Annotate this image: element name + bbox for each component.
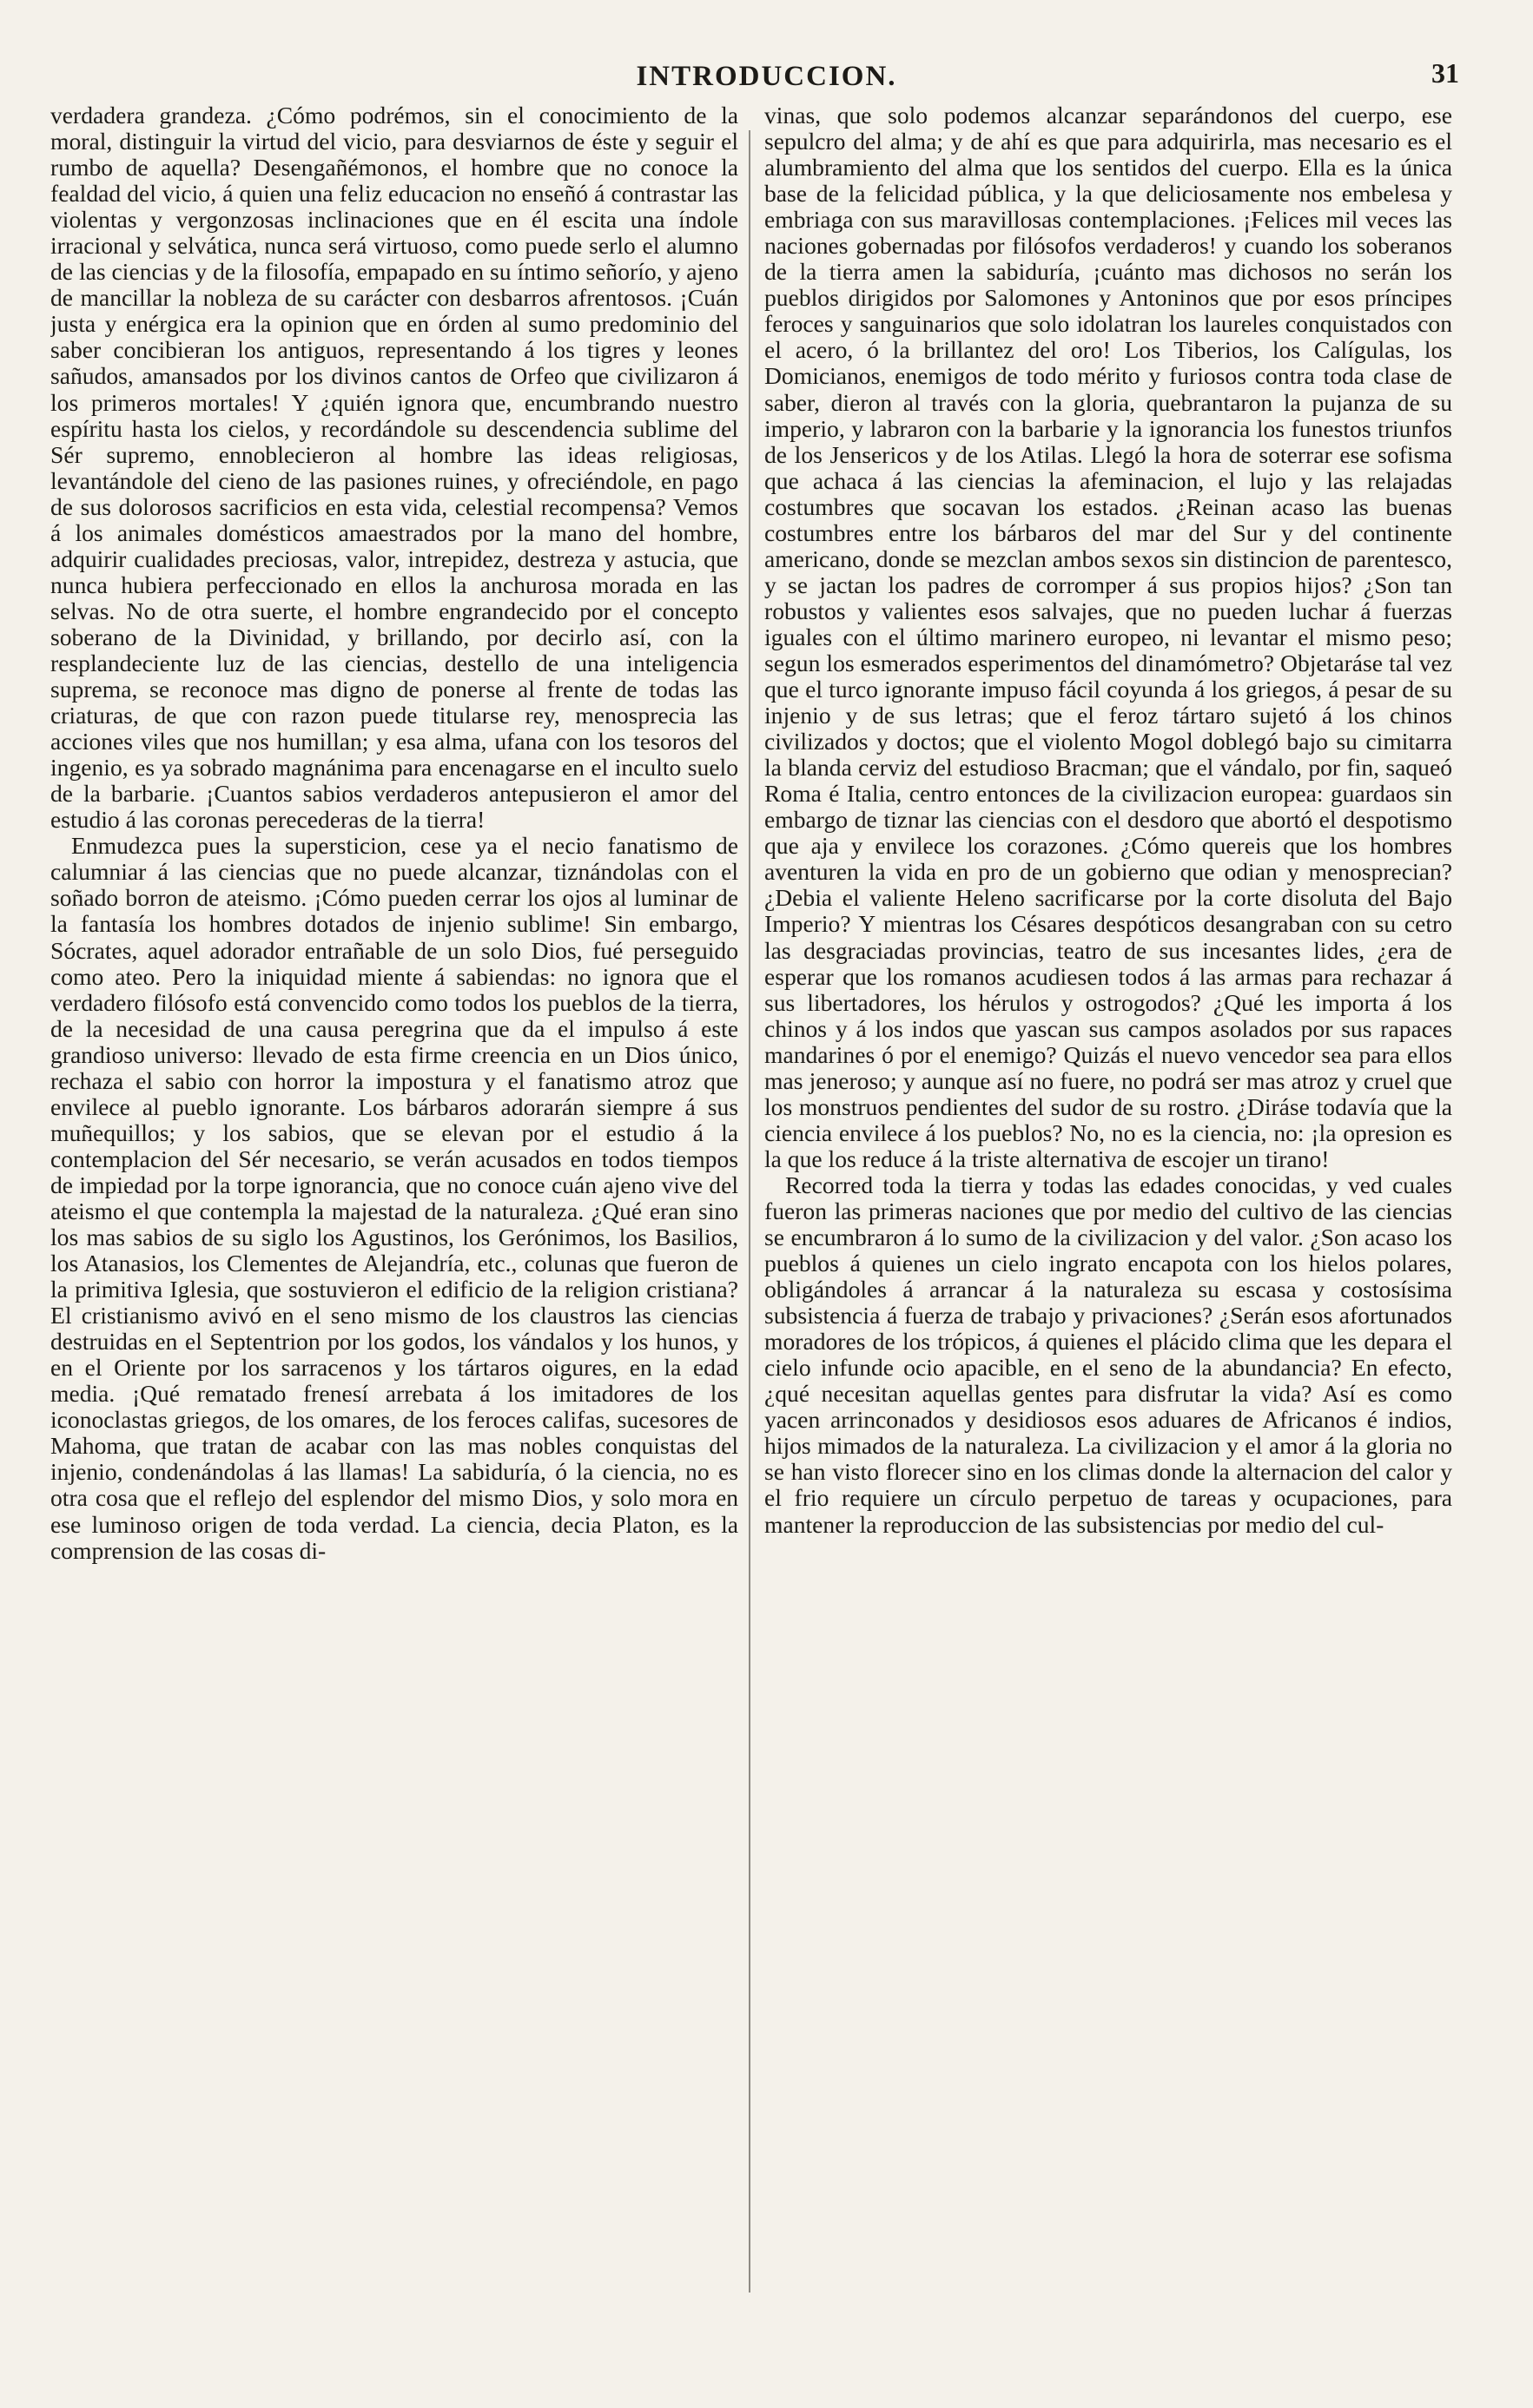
column-divider	[749, 130, 750, 2293]
right-column	[764, 102, 1452, 2378]
paragraph: vinas, que solo podemos alcanzar separándonos del cuerpo, ese sepulcro del alma; y de ahí es que para adquirirla, mas necesario es el alumbramiento del alma que los sentidos del cuerpo. Ella es la única base de la felicidad pública, y la que deliciosamente nos embelesa y embriaga con sus maravillosas contemplaciones. ¡Felices mil veces las naciones gobernadas por filósofos verdaderos! y cuando los soberanos de la tierra amen la sabiduría, ¡cuánto mas dichosos no serán los pueblos dirigidos por Salomones y Antoninos que por esos príncipes feroces y sanguinarios que solo idolatran los laureles conquistados con el acero, ó la brillantez del oro! Los Tiberios, los Calígulas, los Domicianos, enemigos de todo mérito y furiosos contra toda clase de saber, dieron al través con la gloria, quebrantaron la pujanza de su imperio, y labraron con la barbarie y la ignorancia los funestos triunfos de los Jensericos y de los Atilas. Llegó la hora de soterrar ese sofisma que achaca á las ciencias la afeminacion, el lujo y las relajadas costumbres que socavan los estados. ¿Reinan acaso las buenas costumbres entre los bárbaros del mar del Sur y del continente americano, donde se mezclan ambos sexos sin distincion de parentesco, y se jactan los padres de corromper á sus propios hijos? ¿Son tan robustos y valientes esos salvajes, que no pueden luchar á fuerzas iguales con el último marinero europeo, ni levantar el mismo peso; segun los esmerados esperimentos del dinamómetro? Objetaráse tal vez que el turco ignorante impuso fácil coyunda á los griegos, á pesar de su injenio y de sus letras; que el feroz tártaro sujetó á los chinos civilizados y doctos; que el violento Mogol doblegó bajo su cimitarra la blanda cerviz del estudioso Bracman; que el vándalo, por fin, saqueó Roma é Italia, centro entonces de la civilizacion europea: guardaos sin embargo de tiznar las ciencias con el desdoro que abortó el despotismo que aja y envilece los corazones. ¿Cómo quereis que los hombres aventuren la vida en pro de un gobierno que odian y menosprecian? ¿Debia el valiente Heleno sacrificarse por la corte disoluta del Bajo Imperio? Y mientras los Césares despóticos desangraban con su cetro las desgraciadas provincias, teatro de sus incesantes lides, ¿era de esperar que los romanos acudiesen todos á las armas para rechazar á sus libertadores, los hérulos y ostrogodos? ¿Qué les importa á los chinos y á los indos que yascan sus campos asolados por sus rapaces mandarines ó por el enemigo? Quizás el nuevo vencedor sea para ellos mas jeneroso; y aunque así no fuere, no podrá ser mas atroz y cruel que los monstruos pendientes del sudor de su rostro. ¿Diráse todavía que la ciencia envilece á los pueblos? No, no es la ciencia, no: ¡la opresion es la que los reduce á la triste alternativa de escojer un tirano!	[764, 102, 1452, 1172]
left-column	[50, 102, 738, 2378]
paragraph: Enmudezca pues la supersticion, cese ya el necio fanatismo de calumniar á las ciencias que no puede alcanzar, tiznándolas con el soñado borron de ateismo. ¡Cómo pueden cerrar los ojos al luminar de la fantasía los hombres dotados de injenio sublime! Sin embargo, Sócrates, aquel adorador entrañable de un solo Dios, fué perseguido como ateo. Pero la iniquidad miente á sabiendas: no ignora que el verdadero filósofo está convencido como todos los pueblos de la tierra, de la necesidad de una causa peregrina que da el impulso á este grandioso universo: llevado de esta firme creencia en un Dios único, rechaza el sabio con horror la impostura y el fanatismo atroz que envilece al pueblo ignorante. Los bárbaros adorarán siempre á sus muñequillos; y los sabios, que se elevan por el estudio á la contemplacion del Sér necesario, se verán acusados en todos tiempos de impiedad por la torpe ignorancia, que no conoce cuán ajeno vive del ateismo el que contempla la majestad de la naturaleza. ¿Qué eran sino los mas sabios de su siglo los Agustinos, los Gerónimos, los Basilios, los Atanasios, los Clementes de Alejandría, etc., colunas que fueron de la primitiva Iglesia, que sostuvieron el edificio de la religion cristiana? El cristianismo avivó en el seno mismo de los claustros las ciencias destruidas en el Septentrion por los godos, los vándalos y los hunos, y en el Oriente por los sarracenos y los tártaros oigures, en la edad media. ¡Qué rematado frenesí arrebata á los imitadores de los iconoclastas griegos, de los omares, de los feroces califas, sucesores de Mahoma, que tratan de acabar con las mas nobles conquistas del injenio, condenándolas á las llamas! La sabiduría, ó la ciencia, no es otra cosa que el reflejo del esplendor del mismo Dios, y solo mora en ese luminoso origen de toda verdad. La ciencia, decia Platon, es la comprension de las cosas di-	[50, 832, 738, 1564]
page-number: 31	[1431, 57, 1459, 89]
page-header	[0, 57, 1533, 101]
paragraph: verdadera grandeza. ¿Cómo podrémos, sin el conocimiento de la moral, distinguir la virtud del vicio, para desviarnos de éste y seguir el rumbo de aquella? Desengañémonos, el hombre que no conoce la fealdad del vicio, á quien una feliz educacion no enseñó á contrastar las violentas y vergonzosas inclinaciones que en él escita una índole irracional y selvática, nunca será virtuoso, como puede serlo el alumno de las ciencias y de la filosofía, empapado en su íntimo señorío, y ajeno de mancillar la nobleza de su carácter con desbarros afrentosos. ¡Cuán justa y enérgica era la opinion que en órden al sumo predominio del saber concibieran los antiguos, representando á los tigres y leones sañudos, amansados por los divinos cantos de Orfeo que civilizaron á los primeros mortales! Y ¿quién ignora que, encumbrando nuestro espíritu hasta los cielos, y recordándole su descendencia sublime del Sér supremo, ennoblecieron al hombre las ideas religiosas, levantándole del cieno de las pasiones ruines, y ofreciéndole, en pago de sus dolorosos sacrificios en esta vida, celestial recompensa? Vemos á los animales domésticos amaestrados por la mano del hombre, adquirir cualidades preciosas, valor, intrepidez, destreza y astucia, que nunca hubiera perfeccionado en ellos la anchurosa morada en las selvas. No de otra suerte, el hombre engrandecido por el concepto soberano de la Divinidad, y brillando, por decirlo así, con la resplandeciente luz de las ciencias, destello de una inteligencia suprema, se reconoce mas digno de ponerse al frente de todas las criaturas, de que con razon puede titularse rey, menosprecia las acciones viles que nos humillan; y esa alma, ufana con los tesoros del ingenio, es ya sobrado magnánima para encenagarse en el inculto suelo de la barbarie. ¡Cuantos sabios verdaderos antepusieron el amor del estudio á las coronas perecederas de la tierra!	[50, 102, 738, 834]
running-title: INTRODUCCION.	[636, 61, 897, 92]
paragraph: Recorred toda la tierra y todas las edades conocidas, y ved cuales fueron las primeras naciones que por medio del cultivo de las ciencias se encumbraron á lo sumo de la civilizacion y del valor. ¿Son acaso los pueblos á quienes un cielo ingrato encapota con los hielos polares, obligándoles á arrancar á la naturaleza su escasa y costosísima subsistencia á fuerza de trabajo y privaciones? ¿Serán esos afortunados moradores de los trópicos, á quienes el plácido clima que les depara el cielo infunde ocio apacible, en el seno de la abundancia? En efecto, ¿qué necesitan aquellas gentes para disfrutar la vida? Así es como yacen arrinconados y desidiosos esos aduares de Africanos é indios, hijos mimados de la naturaleza. La civilizacion y el amor á la gloria no se han visto florecer sino en los climas donde la alternacion del calor y el frio requiere un círculo perpetuo de tareas y ocupaciones, para mantener la reproduccion de las subsistencias por medio del cul-	[764, 1171, 1452, 1538]
